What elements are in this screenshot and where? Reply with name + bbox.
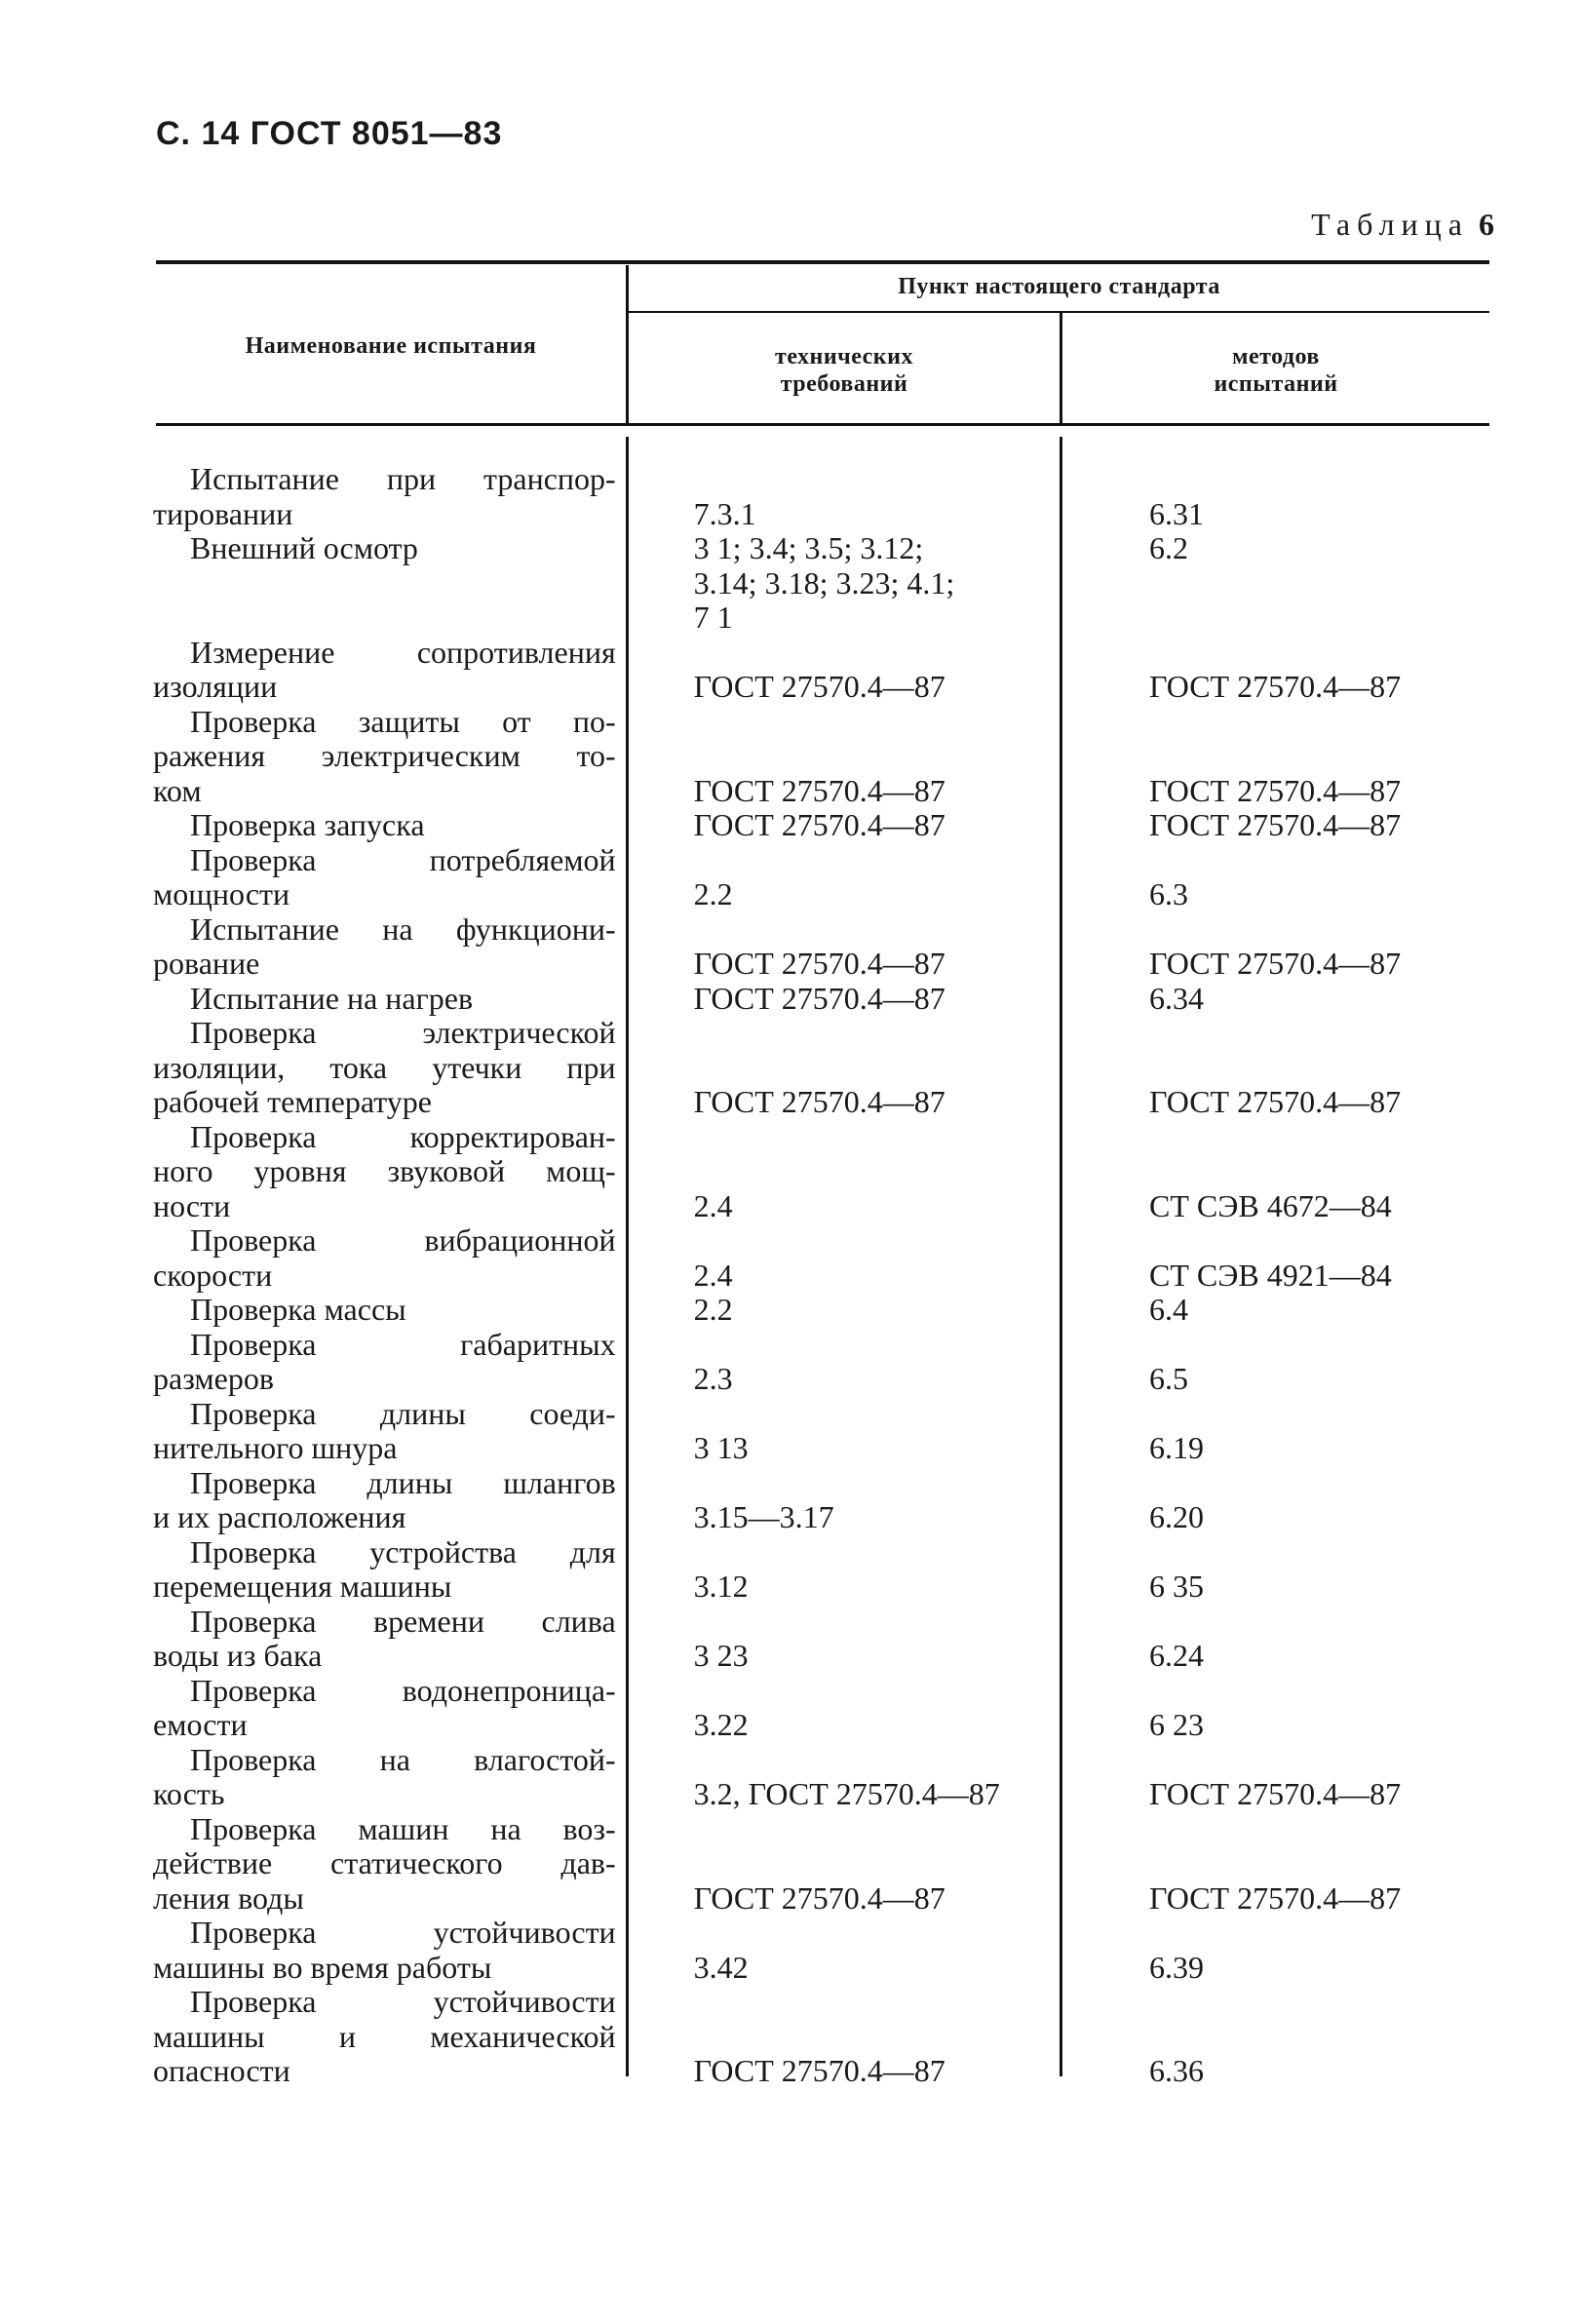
tech-requirements-cell: 3.15—3.17	[693, 1499, 834, 1534]
test-name-cell	[151, 1466, 624, 1535]
test-methods-cell: СТ СЭВ 4921—84	[1149, 1257, 1392, 1293]
tech-requirements-cell: 2.4	[693, 1187, 733, 1223]
column-header-tech	[629, 343, 1060, 398]
test-name-line: ления воды	[153, 1879, 304, 1916]
table-row	[151, 531, 1496, 636]
test-name-line: Проверка водонепроница-	[190, 1672, 616, 1708]
table-row	[151, 1535, 1496, 1605]
test-name-line: изоляции, тока утечки при	[153, 1049, 616, 1085]
table-row	[151, 1466, 1496, 1535]
test-name-line: Проверка длины соеди-	[190, 1395, 616, 1431]
test-name-line: машины и механической	[153, 2018, 616, 2054]
table-row	[151, 982, 1496, 1017]
test-methods-cell: ГОСТ 27570.4—87	[1149, 1084, 1402, 1119]
table-row	[151, 1985, 1496, 2089]
test-methods-cell: 6.5	[1149, 1361, 1188, 1396]
table-row	[151, 1916, 1496, 1985]
table-row	[151, 705, 1496, 809]
test-methods-cell: 6.34	[1149, 980, 1204, 1016]
column-header-tech-line1: технических	[775, 344, 913, 369]
test-name-line: ного уровня звуковой мощ-	[153, 1153, 616, 1188]
table-row	[151, 462, 1496, 531]
table-row	[151, 1605, 1496, 1674]
test-methods-cell: 6.24	[1149, 1638, 1204, 1673]
test-name-line: Проверка на влагостой-	[190, 1741, 616, 1777]
table-row	[151, 1293, 1496, 1328]
test-name-cell	[151, 1916, 624, 1985]
tech-requirements-cell: 2.2	[693, 876, 733, 911]
test-name-line: Проверка габаритных	[190, 1326, 616, 1362]
test-methods-cell: ГОСТ 27570.4—87	[1149, 1776, 1402, 1811]
test-name-cell	[151, 1397, 624, 1466]
test-methods-cell: ГОСТ 27570.4—87	[1149, 669, 1402, 704]
test-methods-cell: 6.4	[1149, 1292, 1188, 1327]
tech-requirements-cell: ГОСТ 27570.4—87	[693, 772, 945, 808]
table-row	[151, 1397, 1496, 1466]
test-name-line: Проверка массы	[190, 1292, 406, 1327]
table-row	[151, 1812, 1496, 1917]
test-name-cell	[151, 636, 624, 705]
table-top-rule	[156, 260, 1489, 264]
test-name-cell	[151, 1328, 624, 1397]
test-name-line: Проверка защиты от по-	[190, 703, 616, 739]
test-name-cell	[151, 1293, 624, 1328]
test-name-cell	[151, 1016, 624, 1120]
test-name-cell	[151, 912, 624, 982]
test-methods-cell: 6.19	[1149, 1430, 1204, 1465]
test-name-line: воды из бака	[153, 1638, 323, 1673]
table-row	[151, 1674, 1496, 1743]
test-name-line: Проверка вибрационной	[190, 1222, 616, 1258]
table-row	[151, 1223, 1496, 1293]
test-name-line: Проверка времени слива	[190, 1603, 616, 1639]
tech-requirements-cell: 3 13	[693, 1430, 749, 1465]
test-name-line: ности	[153, 1187, 231, 1223]
tech-requirements-cell: ГОСТ 27570.4—87	[693, 2053, 945, 2088]
test-name-line: емости	[153, 1707, 248, 1742]
test-name-line: скорости	[153, 1257, 273, 1293]
test-name-cell	[151, 1605, 624, 1674]
test-name-line: нительного шнура	[153, 1430, 398, 1465]
test-name-line: Испытание на функциони-	[190, 910, 616, 947]
test-name-line: машины во время работы	[153, 1949, 492, 1985]
tech-requirements-cell: 3.12	[693, 1569, 749, 1604]
test-name-line: мощности	[153, 876, 290, 911]
column-header-methods	[1062, 343, 1489, 398]
test-methods-cell: 6.36	[1149, 2053, 1204, 2088]
test-name-cell	[151, 1812, 624, 1917]
test-name-line: ком	[153, 772, 202, 808]
test-name-line: Проверка устойчивости	[190, 1984, 616, 2019]
tech-requirements-cell: 3 1; 3.4; 3.5; 3.12; 3.14; 3.18; 3.23; 4.1; 7 1	[693, 530, 955, 635]
test-name-line: кость	[153, 1776, 225, 1811]
tech-requirements-cell: 2.4	[693, 1257, 733, 1293]
table-row	[151, 636, 1496, 705]
tech-requirements-cell: ГОСТ 27570.4—87	[693, 980, 945, 1016]
table-label-word: Таблица	[1311, 207, 1469, 242]
test-name-line: перемещения машины	[153, 1569, 452, 1604]
tech-requirements-cell: ГОСТ 27570.4—87	[693, 1084, 945, 1119]
test-name-line: Внешний осмотр	[190, 530, 418, 565]
tech-requirements-cell: 2.2	[693, 1292, 733, 1327]
test-name-cell	[151, 1743, 624, 1812]
page-header: С. 14 ГОСТ 8051—83	[156, 115, 503, 152]
tech-requirements-cell: ГОСТ 27570.4—87	[693, 807, 945, 842]
test-name-line: Проверка устойчивости	[190, 1915, 616, 1950]
column-header-group: Пункт настоящего стандарта	[898, 274, 1220, 299]
test-methods-cell: 6 23	[1149, 1707, 1204, 1742]
test-name-line: действие статического дав-	[153, 1845, 616, 1880]
test-name-line: рование	[153, 946, 260, 981]
tech-requirements-cell: ГОСТ 27570.4—87	[693, 669, 945, 704]
test-name-line: Испытание при транспор-	[190, 461, 616, 496]
tech-requirements-cell: 3.42	[693, 1949, 749, 1985]
test-name-line: Проверка потребляемой	[190, 841, 616, 877]
test-methods-cell: СТ СЭВ 4672—84	[1149, 1187, 1392, 1223]
test-name-line: Проверка электрической	[190, 1015, 616, 1050]
table-row	[151, 1328, 1496, 1397]
test-name-line: ражения электрическим то-	[153, 738, 616, 773]
test-methods-cell: ГОСТ 27570.4—87	[1149, 772, 1402, 808]
test-name-cell	[151, 843, 624, 912]
test-name-line: и их расположения	[153, 1499, 406, 1534]
table-row	[151, 1120, 1496, 1224]
column-header-methods-line2: испытаний	[1214, 371, 1338, 397]
table-row	[151, 1743, 1496, 1812]
test-name-cell	[151, 462, 624, 531]
tech-requirements-cell: ГОСТ 27570.4—87	[693, 946, 945, 981]
test-name-line: тировании	[153, 495, 293, 531]
test-name-cell	[151, 1223, 624, 1293]
tech-requirements-cell: 3 23	[693, 1638, 749, 1673]
tech-requirements-cell: 3.2, ГОСТ 27570.4—87	[693, 1776, 1000, 1811]
test-methods-cell: 6.20	[1149, 1499, 1204, 1534]
test-name-line: размеров	[153, 1361, 274, 1396]
tech-requirements-cell: 2.3	[693, 1361, 733, 1396]
header-bottom-rule	[156, 423, 1489, 426]
test-methods-cell: 6.3	[1149, 876, 1188, 911]
table-row	[151, 808, 1496, 843]
test-name-cell	[151, 1120, 624, 1224]
test-name-line: рабочей температуре	[153, 1084, 432, 1119]
test-name-line: Проверка длины шлангов	[190, 1464, 616, 1500]
tech-requirements-cell: 3.22	[693, 1707, 749, 1742]
test-name-line: Испытание на нагрев	[190, 980, 474, 1016]
test-methods-cell: ГОСТ 27570.4—87	[1149, 946, 1402, 981]
table-row	[151, 1016, 1496, 1120]
test-name-line: Измерение сопротивления	[190, 634, 616, 670]
test-name-line: Проверка машин на воз-	[190, 1810, 616, 1846]
column-header-name: Наименование испытания	[245, 333, 537, 359]
test-name-cell	[151, 705, 624, 809]
table-row	[151, 843, 1496, 912]
test-methods-cell: 6.31	[1149, 495, 1204, 531]
table-body	[151, 462, 1496, 2089]
test-methods-cell: 6.39	[1149, 1949, 1204, 1985]
test-name-cell	[151, 808, 624, 843]
table-label	[1311, 207, 1494, 243]
test-name-line: изоляции	[153, 669, 278, 704]
test-name-cell	[151, 1674, 624, 1743]
column-header-methods-line1: методов	[1232, 344, 1320, 369]
test-methods-cell: 6.2	[1149, 530, 1188, 565]
table-row	[151, 912, 1496, 982]
table-label-number: 6	[1479, 207, 1494, 242]
test-methods-cell: ГОСТ 27570.4—87	[1149, 1879, 1402, 1916]
test-name-cell	[151, 531, 624, 566]
column-header-tech-line2: требований	[780, 371, 908, 397]
test-methods-cell: 6 35	[1149, 1569, 1204, 1604]
test-name-line: опасности	[153, 2053, 290, 2088]
test-name-line: Проверка запуска	[190, 807, 425, 842]
tech-requirements-cell: 7.3.1	[693, 495, 756, 531]
test-name-cell	[151, 1535, 624, 1605]
test-methods-cell: ГОСТ 27570.4—87	[1149, 807, 1402, 842]
tech-requirements-cell: ГОСТ 27570.4—87	[693, 1879, 945, 1916]
test-name-line: Проверка устройства для	[190, 1533, 616, 1569]
test-name-cell	[151, 1985, 624, 2089]
test-name-line: Проверка корректирован-	[190, 1118, 616, 1154]
test-name-cell	[151, 982, 624, 1017]
